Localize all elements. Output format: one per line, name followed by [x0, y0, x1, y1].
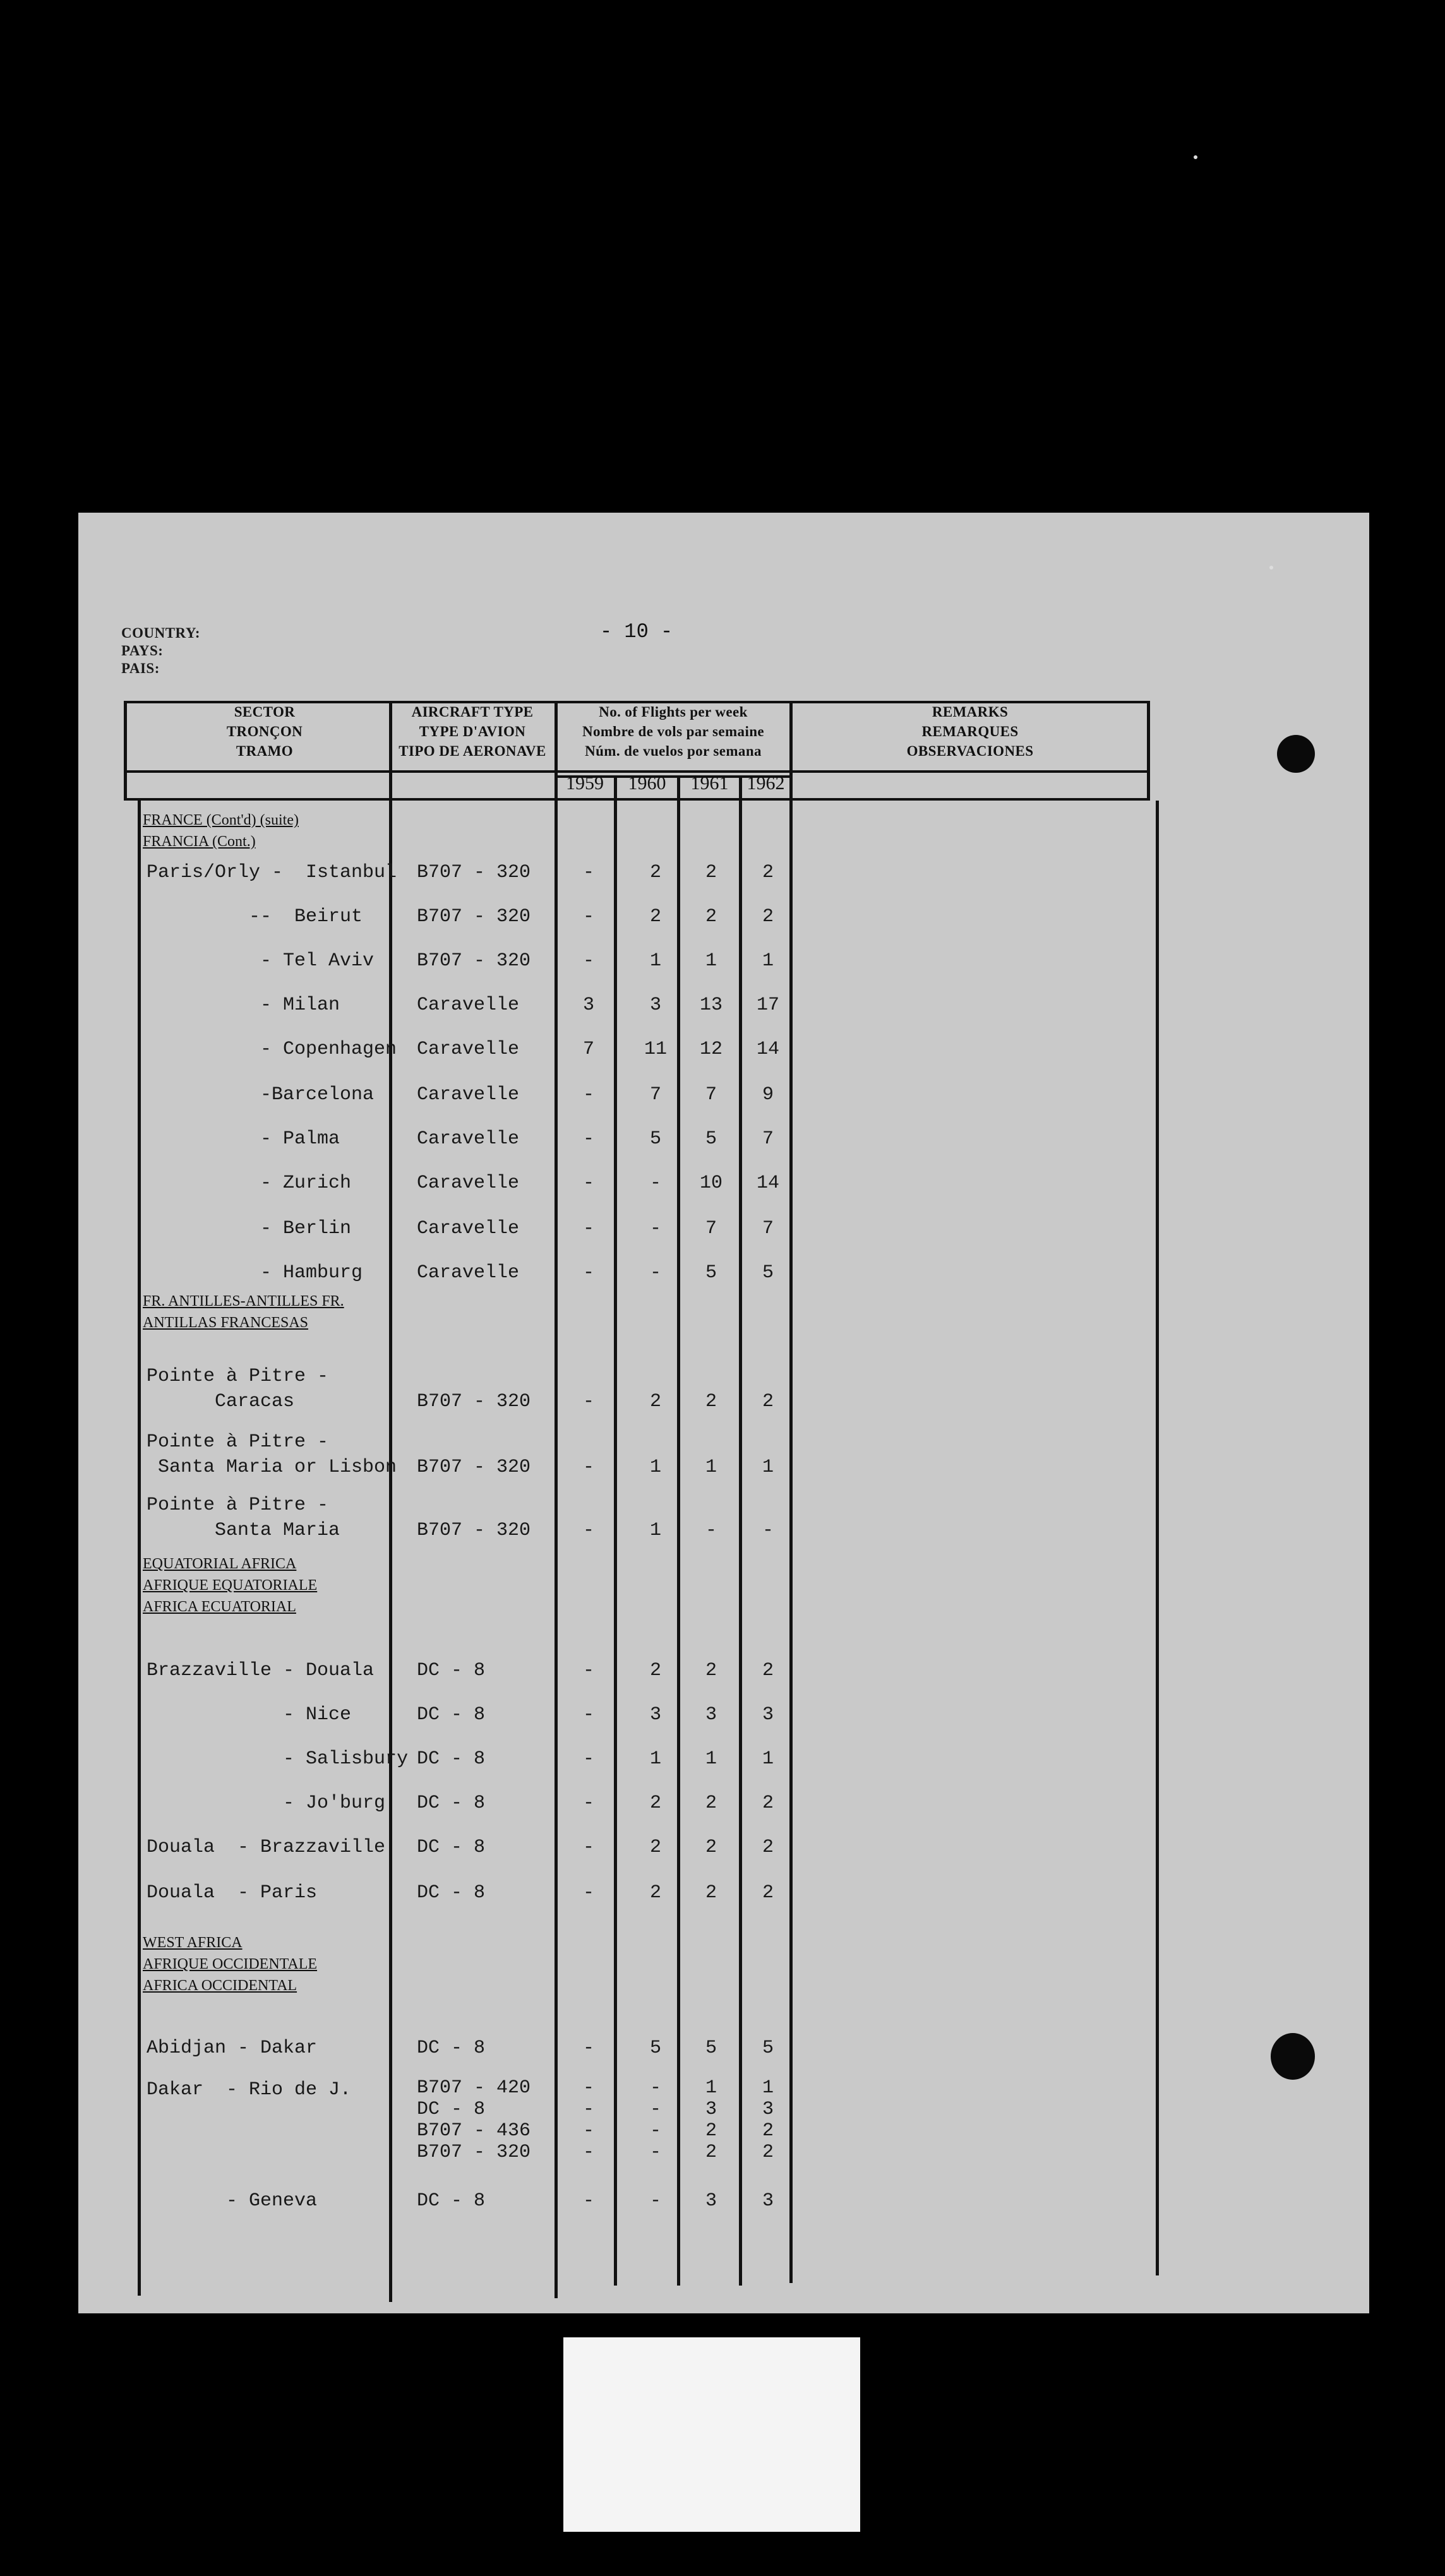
col-right — [1156, 801, 1159, 2275]
section-title-line: WEST AFRICA — [143, 1935, 243, 1951]
flights-1960-cell: - — [649, 1218, 661, 1239]
pays-label: PAYS: — [121, 643, 164, 659]
flights-1959-cell: - — [582, 906, 594, 927]
flights-1962-cell: 1 — [762, 950, 774, 972]
flights-1959-cell: - — [582, 1748, 594, 1770]
col-1961-1962 — [739, 775, 742, 2286]
flights-1962-cell: 1 — [762, 1748, 774, 1770]
year-1960: 1960 — [628, 773, 666, 794]
sector-cell: - Berlin — [147, 1218, 352, 1239]
flights-1960-cell: 2 — [649, 906, 661, 927]
punch-hole — [1271, 2033, 1315, 2080]
pais-label: PAIS: — [121, 660, 160, 676]
flights-1961-cell: 5 — [705, 2037, 717, 2059]
flights-1959-cell: - — [582, 1792, 594, 1814]
sector-cell: Douala - Brazzaville — [147, 1837, 386, 1858]
flights-1961-cell: 2 — [705, 862, 717, 883]
sector-cell: - Palma — [147, 1128, 340, 1150]
flights-1959-cell: - — [582, 1262, 594, 1284]
flights-1962-cell: 9 — [762, 1084, 774, 1106]
aircraft-cell: Caravelle — [417, 1172, 520, 1194]
flights-1959-cell: - — [582, 1172, 594, 1194]
aircraft-cell: DC - 8 — [417, 1748, 486, 1770]
sector-cell: - Nice — [147, 1704, 352, 1726]
flights-1962-cell: 3 — [762, 2190, 774, 2212]
flights-1961-cell: - — [705, 1520, 717, 1541]
sector-cell: Brazzaville - Douala — [147, 1660, 375, 1681]
flights-1959-cell: - — [582, 2190, 594, 2212]
col-sector-aircraft — [389, 701, 392, 2302]
flights-1961-cell: 3 — [705, 2190, 717, 2212]
flights-1961-cell: 1 — [705, 950, 717, 972]
section-title — [143, 1932, 317, 1996]
flights-1962-cell: 14 — [756, 1172, 779, 1194]
col-right-header — [1147, 701, 1150, 801]
sector-cell: - Hamburg — [147, 1262, 363, 1284]
flights-1962-cell: 5 — [762, 1262, 774, 1284]
flights-1960-cell: 3 — [649, 994, 661, 1016]
sector-cell: - Milan — [147, 994, 340, 1016]
aircraft-cell: B707 - 320 — [417, 1391, 531, 1412]
flights-1959-cell: 3 — [582, 994, 594, 1016]
flights-1962-cell: 2 — [762, 1882, 774, 1904]
flights-1959-cell: - — [582, 2037, 594, 2059]
sector-cell: - Salisbury — [147, 1748, 409, 1770]
col-aircraft-flights — [555, 701, 558, 2298]
flights-1961-cell: 2 — [705, 1882, 717, 1904]
flights-1962-cell: 2 — [762, 906, 774, 927]
flights-1960-cell: - — [649, 1262, 661, 1284]
flights-1959-cell: - — [582, 862, 594, 883]
sector-cell: Pointe à Pitre - Caracas — [147, 1366, 329, 1412]
flights-1962-cell: 14 — [756, 1039, 779, 1060]
flights-1959-cell: - — [582, 1084, 594, 1106]
flights-1959-cell: - — [582, 1128, 594, 1150]
flights-1962-cell: 2 — [762, 1660, 774, 1681]
flights-1959-cell: - - - - — [582, 2077, 594, 2163]
flights-1960-cell: 1 — [649, 1748, 661, 1770]
flights-1961-cell: 7 — [705, 1084, 717, 1106]
flights-1961-cell: 13 — [699, 994, 722, 1016]
section-title-line: AFRIQUE EQUATORIALE — [143, 1577, 318, 1594]
flights-1961-cell: 1 — [705, 1748, 717, 1770]
aircraft-cell: Caravelle — [417, 1128, 520, 1150]
page-number: - 10 - — [600, 620, 673, 643]
aircraft-header: AIRCRAFT TYPE TYPE D'AVION TIPO DE AERONAVE — [399, 704, 546, 759]
aircraft-cell: DC - 8 — [417, 1882, 486, 1904]
flights-header: No. of Flights per week Nombre de vols par semaine Núm. de vuelos por semana — [582, 704, 765, 759]
flights-1960-cell: - — [649, 2190, 661, 2212]
aircraft-cell: Caravelle — [417, 1218, 520, 1239]
flights-1960-cell: 2 — [649, 1391, 661, 1412]
flights-1962-cell: 3 — [762, 1704, 774, 1726]
aircraft-cell: DC - 8 — [417, 1660, 486, 1681]
flights-1962-cell: 1 3 2 2 — [762, 2077, 774, 2163]
section-title — [143, 809, 299, 852]
year-1961: 1961 — [690, 773, 729, 794]
flights-1962-cell: 2 — [762, 1792, 774, 1814]
sector-cell: Dakar - Rio de J. — [147, 2079, 352, 2101]
flights-1962-cell: 5 — [762, 2037, 774, 2059]
flights-1961-cell: 1 3 2 2 — [705, 2077, 717, 2163]
flights-1960-cell: 3 — [649, 1704, 661, 1726]
aircraft-cell: DC - 8 — [417, 2037, 486, 2059]
flights-1959-cell: - — [582, 950, 594, 972]
sector-cell: - Jo'burg — [147, 1792, 386, 1814]
flights-1962-cell: 17 — [756, 994, 779, 1016]
sector-cell: Pointe à Pitre - Santa Maria or Lisbon — [147, 1431, 397, 1478]
aircraft-cell: B707 - 320 — [417, 1457, 531, 1478]
col-1959-1960 — [614, 775, 617, 2286]
flights-1961-cell: 2 — [705, 1391, 717, 1412]
year-1962: 1962 — [746, 773, 785, 794]
sector-cell: -Barcelona — [147, 1084, 375, 1106]
flights-1960-cell: 2 — [649, 1792, 661, 1814]
flights-1959-cell: - — [582, 1520, 594, 1541]
flights-1962-cell: 7 — [762, 1128, 774, 1150]
aircraft-cell: Caravelle — [417, 1039, 520, 1060]
flights-1960-cell: 2 — [649, 862, 661, 883]
flights-1961-cell: 2 — [705, 1792, 717, 1814]
year-1959: 1959 — [566, 773, 604, 794]
aircraft-cell: Caravelle — [417, 1084, 520, 1106]
sector-cell: - Geneva — [147, 2190, 318, 2212]
aircraft-cell: DC - 8 — [417, 1704, 486, 1726]
flights-1959-cell: - — [582, 1704, 594, 1726]
flights-1960-cell: 5 — [649, 1128, 661, 1150]
flights-1959-cell: 7 — [582, 1039, 594, 1060]
sector-cell: Abidjan - Dakar — [147, 2037, 318, 2059]
flights-1961-cell: 3 — [705, 1704, 717, 1726]
sector-header: SECTOR TRONÇON TRAMO — [226, 704, 303, 759]
sector-cell: - Zurich — [147, 1172, 352, 1194]
country-label: COUNTRY: — [121, 625, 201, 641]
aircraft-cell: B707 - 320 — [417, 862, 531, 883]
flights-1960-cell: 5 — [649, 2037, 661, 2059]
flights-1961-cell: 1 — [705, 1457, 717, 1478]
section-title-line: ANTILLAS FRANCESAS — [143, 1315, 309, 1331]
flights-1960-cell: - - - - — [649, 2077, 661, 2163]
flights-1962-cell: 1 — [762, 1457, 774, 1478]
sector-cell: Pointe à Pitre - Santa Maria — [147, 1494, 340, 1541]
bottom-card — [563, 2337, 860, 2532]
flights-1961-cell: 5 — [705, 1128, 717, 1150]
aircraft-cell: Caravelle — [417, 1262, 520, 1284]
punch-hole — [1277, 735, 1315, 773]
aircraft-cell: B707 - 320 — [417, 906, 531, 927]
flights-1961-cell: 10 — [699, 1172, 722, 1194]
flights-1960-cell: 2 — [649, 1882, 661, 1904]
flights-1961-cell: 7 — [705, 1218, 717, 1239]
flights-1962-cell: - — [762, 1520, 774, 1541]
sector-cell: - Tel Aviv — [147, 950, 375, 972]
flights-1959-cell: - — [582, 1218, 594, 1239]
col-left — [138, 801, 141, 2296]
aircraft-cell: Caravelle — [417, 994, 520, 1016]
flights-1959-cell: - — [582, 1391, 594, 1412]
aircraft-cell: DC - 8 — [417, 1837, 486, 1858]
flights-1960-cell: 2 — [649, 1837, 661, 1858]
section-title-line: AFRICA OCCIDENTAL — [143, 1977, 297, 1994]
sector-cell: Paris/Orly - Istanbul — [147, 862, 397, 883]
flights-1960-cell: 2 — [649, 1660, 661, 1681]
flights-1961-cell: 2 — [705, 1837, 717, 1858]
aircraft-cell: DC - 8 — [417, 2190, 486, 2212]
flights-1960-cell: 1 — [649, 1457, 661, 1478]
aircraft-cell: DC - 8 — [417, 1792, 486, 1814]
flights-1960-cell: 7 — [649, 1084, 661, 1106]
section-title-line: FR. ANTILLES-ANTILLES FR. — [143, 1293, 344, 1309]
section-title — [143, 1291, 344, 1333]
flights-1959-cell: - — [582, 1457, 594, 1478]
sector-cell: - Copenhagen — [147, 1039, 397, 1060]
flights-1959-cell: - — [582, 1660, 594, 1681]
flights-1962-cell: 2 — [762, 1391, 774, 1412]
col-left-header — [124, 701, 127, 801]
flights-1960-cell: - — [649, 1172, 661, 1194]
aircraft-cell: B707 - 320 — [417, 1520, 531, 1541]
flights-1962-cell: 7 — [762, 1218, 774, 1239]
years-divider — [124, 798, 1149, 801]
aircraft-cell: B707 - 420 DC - 8 B707 - 436 B707 - 320 — [417, 2077, 531, 2163]
flights-1961-cell: 5 — [705, 1262, 717, 1284]
flights-1959-cell: - — [582, 1837, 594, 1858]
flights-1959-cell: - — [582, 1882, 594, 1904]
flights-1960-cell: 11 — [644, 1039, 667, 1060]
sector-cell: Douala - Paris — [147, 1882, 318, 1904]
section-title-line: FRANCE (Cont'd) (suite) — [143, 812, 299, 828]
section-title-line: AFRICA ECUATORIAL — [143, 1599, 296, 1615]
speck — [1194, 155, 1197, 159]
section-title-line: EQUATORIAL AFRICA — [143, 1556, 297, 1572]
section-title-line: FRANCIA (Cont.) — [143, 833, 256, 850]
flights-1961-cell: 12 — [699, 1039, 722, 1060]
flights-1962-cell: 2 — [762, 862, 774, 883]
flights-1960-cell: 1 — [649, 1520, 661, 1541]
flights-1960-cell: 1 — [649, 950, 661, 972]
flights-1962-cell: 2 — [762, 1837, 774, 1858]
aircraft-cell: B707 - 320 — [417, 950, 531, 972]
sector-cell: -- Beirut — [147, 906, 363, 927]
flights-1961-cell: 2 — [705, 1660, 717, 1681]
speck — [1269, 566, 1273, 569]
section-title — [143, 1553, 317, 1618]
section-title-line: AFRIQUE OCCIDENTALE — [143, 1956, 318, 1972]
flights-1961-cell: 2 — [705, 906, 717, 927]
remarks-header: REMARKS REMARQUES OBSERVACIONES — [906, 704, 1034, 759]
